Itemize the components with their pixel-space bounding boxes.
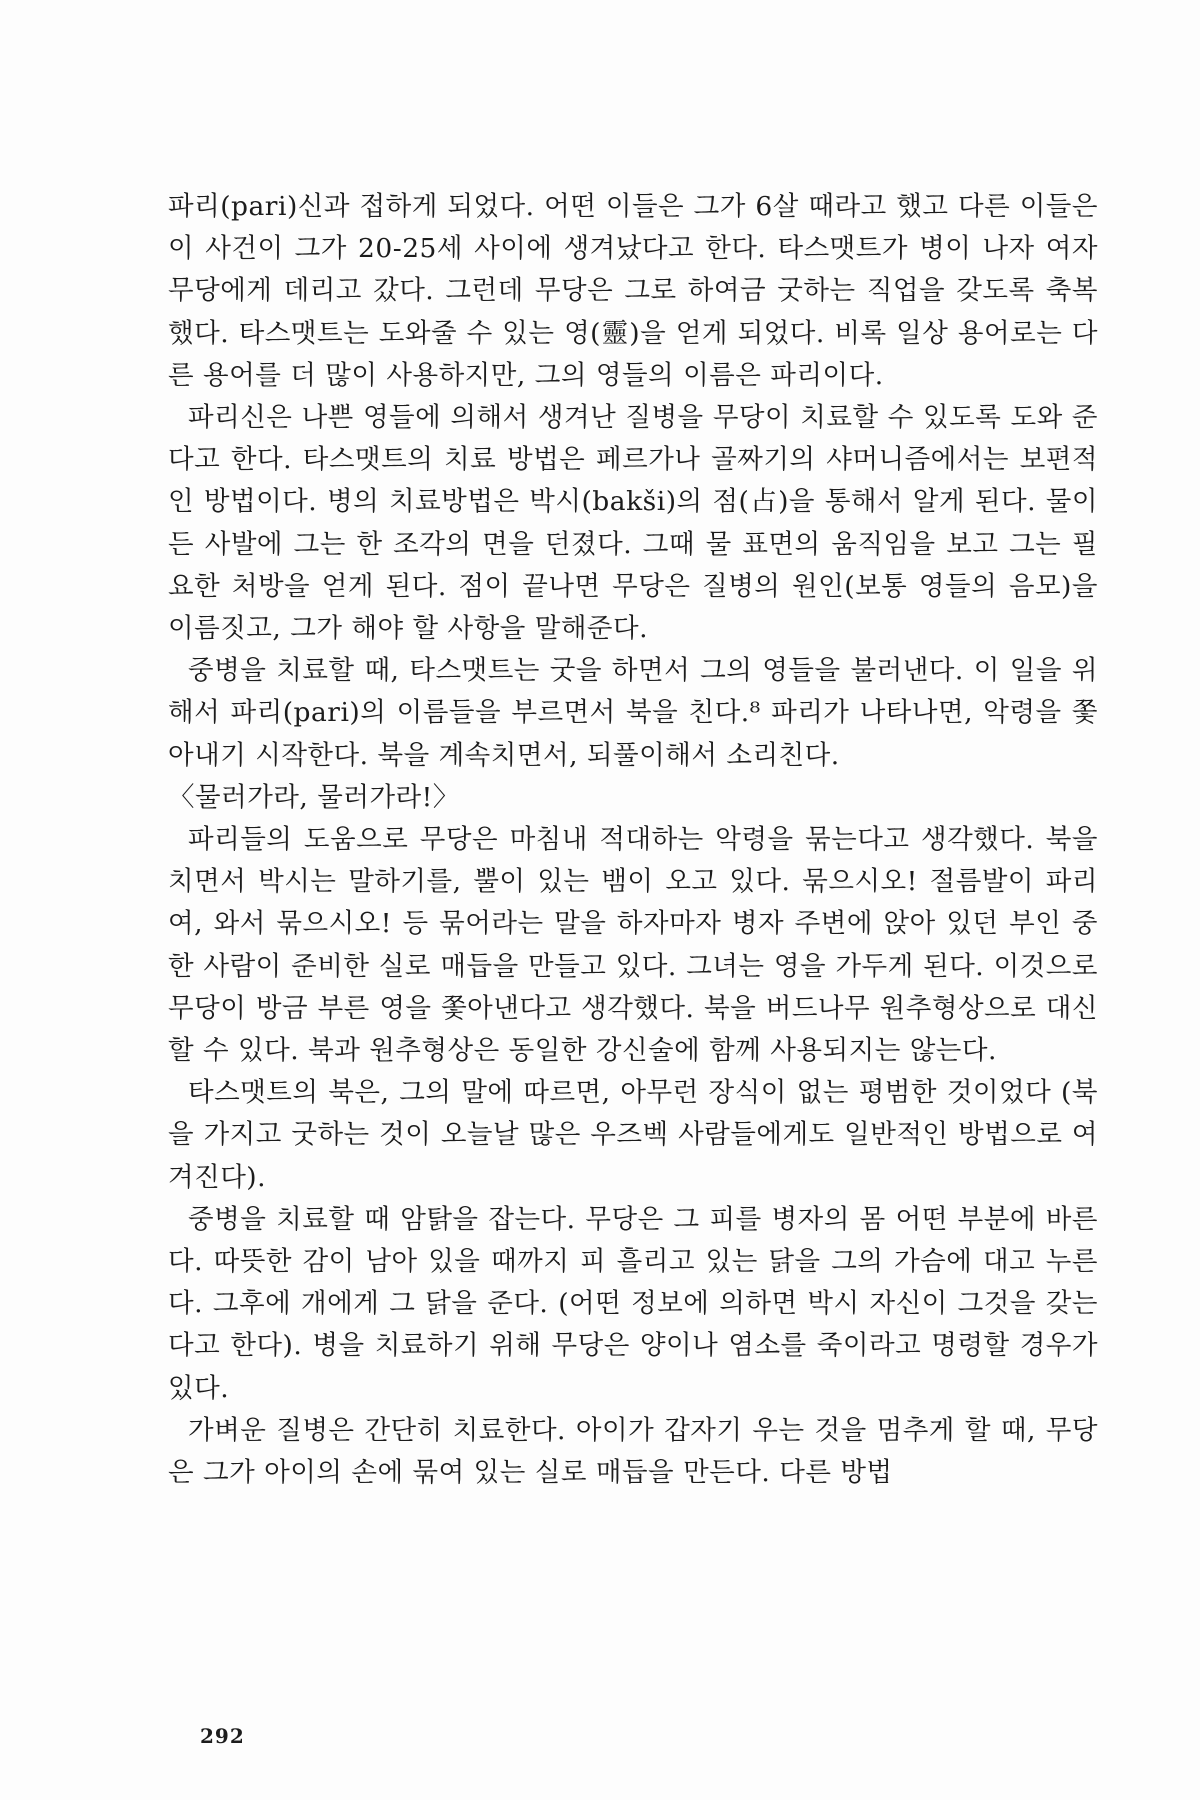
paragraph-6: 중병을 치료할 때 암탉을 잡는다. 무당은 그 피를 병자의 몸 어떤 부분에 바른다. 따뜻한 감이 남아 있을 때까지 피 흘리고 있는 닭을 그의 가슴에 대고 누른다. 그후에 개에게 그 닭을 준다. (어떤 정보에 의하면 박시 자신이 그것을 갖는다고 한다). 병을 치료하기 위해 무당은 양이나 염소를 죽이라고 명령할 경우가 있다. [168,1203,1098,1404]
paragraph-4: 파리들의 도움으로 무당은 마침내 적대하는 악령을 묶는다고 생각했다. 북을 치면서 박시는 말하기를, 뿔이 있는 뱀이 오고 있다. 묶으시오! 절름발이 파리여, 와서 묶으시오! 등 묶어라는 말을 하자마자 병자 주변에 앉아 있던 부인 중 한 사람이 준비한 실로 매듭을 만들고 있다. 그녀는 영을 가두게 된다. 이것으로 무당이 방금 부른 영을 쫓아낸다고 생각했다. 북을 버드나무 원추형상으로 대신할 수 있다. 북과 원추형상은 동일한 강신술에 함께 사용되지는 않는다. [168,824,1098,1067]
paragraph-2: 파리신은 나쁜 영들에 의해서 생겨난 질병을 무당이 치료할 수 있도록 도와 준다고 한다. 타스맷트의 치료 방법은 페르가나 골짜기의 샤머니즘에서는 보편적인 방법이다. 병의 치료방법은 박시(bakši)의 점(占)을 통해서 알게 된다. 물이 든 사발에 그는 한 조각의 면을 던졌다. 그때 물 표면의 움직임을 보고 그는 필요한 처방을 얻게 된다. 점이 끝나면 무당은 질병의 원인(보통 영들의 음모)을 이름짓고, 그가 해야 할 사항을 말해준다. [168,402,1098,645]
body-text [168,186,1098,1494]
paragraph-7: 가벼운 질병은 간단히 치료한다. 아이가 갑자기 우는 것을 멈추게 할 때, 무당은 그가 아이의 손에 묶여 있는 실로 매듭을 만든다. 다른 방법 [168,1414,1098,1489]
paragraph-1: 파리(pari)신과 접하게 되었다. 어떤 이들은 그가 6살 때라고 했고 다른 이들은 이 사건이 그가 20-25세 사이에 생겨났다고 한다. 타스맷트가 병이 나자 여자 무당에게 데리고 갔다. 그런데 무당은 그로 하여금 굿하는 직업을 갖도록 축복했다. 타스맷트는 도와줄 수 있는 영(靈)을 얻게 되었다. 비록 일상 용어로는 다른 용어를 더 많이 사용하지만, 그의 영들의 이름은 파리이다. [168,191,1098,391]
quoted-shout: 〈물러가라, 물러가라!〉 [168,781,460,813]
paragraph-3: 중병을 치료할 때, 타스맷트는 굿을 하면서 그의 영들을 불러낸다. 이 일을 위해서 파리(pari)의 이름들을 부르면서 북을 친다.⁸ 파리가 나타나면, 악령을 쫓아내기 시작한다. 북을 계속치면서, 되풀이해서 소리친다. [168,655,1098,771]
paragraph-5: 타스맷트의 북은, 그의 말에 따르면, 아무런 장식이 없는 평범한 것이었다 (북을 가지고 굿하는 것이 오늘날 많은 우즈벡 사람들에게도 일반적인 방법으로 여겨진다). [168,1077,1098,1193]
page-number: 292 [200,1724,245,1748]
